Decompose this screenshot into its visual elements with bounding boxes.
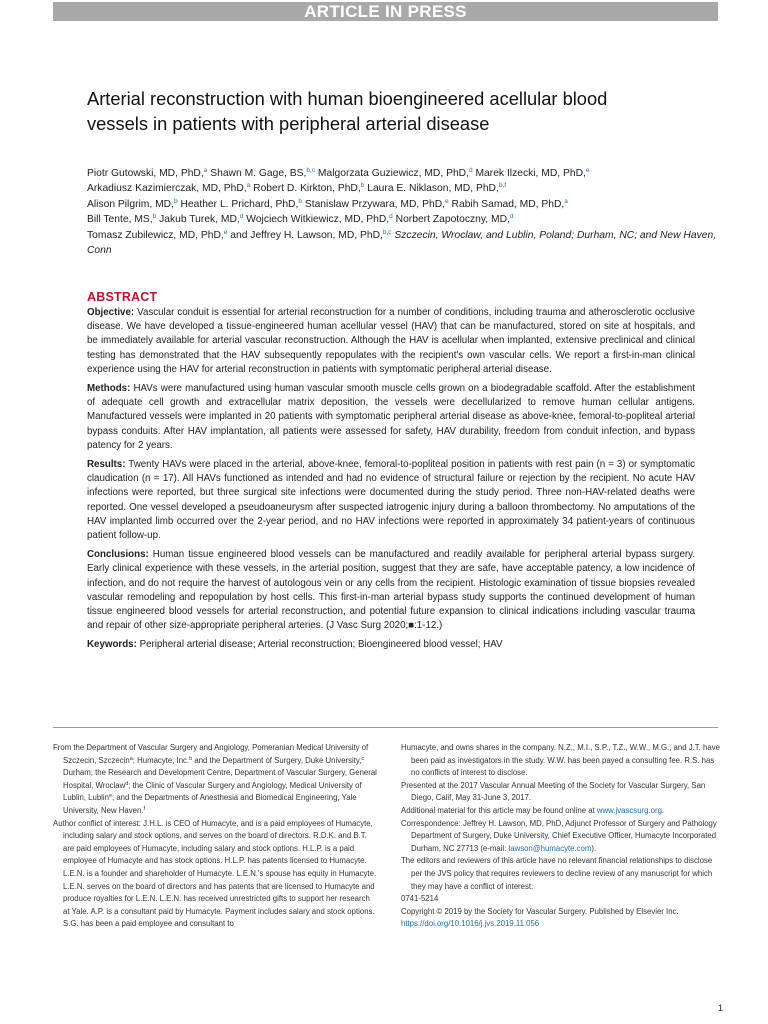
- correspondence-footnote: [401, 818, 723, 856]
- author-name: Tomasz Zubilewicz, MD, PhD,: [87, 229, 224, 241]
- footnotes-left-column: [53, 742, 378, 931]
- affiliation-marker: d: [468, 167, 473, 174]
- author-name: Marek Ilzecki, MD, PhD,: [472, 168, 586, 179]
- affiliation-marker: a: [246, 182, 251, 190]
- results-label: Results:: [87, 459, 126, 471]
- affiliations-footnote: [53, 742, 378, 818]
- keywords-label: Keywords:: [87, 639, 137, 651]
- conclusions-text: Human tissue engineered blood vessels can be manufactured and readily available for peripheral arterial bypass surgery. Early clinical experience with these vessels, in the arterial position, suggest that they are safe, have acceptable patency, a low incidence of infection, and do not require the harvest of autologous vein or any cells from the recipient. Histologic examination of tissue biopsies revealed vascular remodeling and repopulation by host cells. This first-in-man arterial bypass study supports the continued development of human tissue engineered blood vessels for arterial reconstruction, and potential future expansion to clinical indications including vascular trauma and repair of other size-appropriate peripheral arteries. (J Vasc Surg 2020;■:1-12.): [87, 549, 695, 632]
- correspondence-end: ).: [591, 843, 597, 853]
- author-name: Heather L. Prichard, PhD,: [177, 198, 299, 210]
- abstract-body: [87, 306, 695, 658]
- copyright: Copyright © 2019 by the Society for Vascular Surgery. Published by Elsevier Inc.: [401, 906, 679, 916]
- results-text: Twenty HAVs were placed in the arterial, above-knee, femoral-to-popliteal position in patients with rest pain (n = 3) or symptomatic claudication (n = 17). All HAVs functioned as intended and had no evidence of structural failure or rejection by the recipient. No acute HAV infections were reported, but three surgical site infections were documented during the study period. Three non-HAV-related deaths were reported. One vessel developed a pseudoaneurysm after suspected iatrogenic injury during a balloon thrombectomy. No amputations of the HAV implanted limb occurred over the 2-year period, and no HAV infections were reported in approximately 34 patient-years of continuous patient follow-up.: [87, 459, 695, 542]
- affiliation-marker: d: [239, 213, 244, 221]
- objective-label: Objective:: [87, 307, 135, 318]
- author-name: Piotr Gutowski, MD, PhD,: [87, 168, 204, 179]
- author-name: Laura E. Niklason, MD, PhD,: [364, 183, 499, 195]
- affiliation-text: From the Department of Vascular Surgery and Angiology, Pomeranian Medical University of Szczecin, Szczecin: [53, 743, 369, 765]
- additional-material-footnote: [401, 805, 723, 818]
- affiliation-marker: b: [189, 755, 193, 762]
- abstract-heading: ABSTRACT: [87, 290, 158, 304]
- affiliation-marker: d: [125, 780, 129, 787]
- affiliation-text: ; Humacyte, Inc.: [132, 755, 190, 765]
- affiliation-marker: c: [361, 755, 365, 762]
- affiliation-marker: b,f: [498, 182, 507, 190]
- author-name: Wojciech Witkiewicz, MD, PhD,: [243, 214, 390, 226]
- affiliation-marker: a: [203, 167, 208, 174]
- affiliation-marker: f: [143, 805, 145, 812]
- page-number: 1: [718, 1003, 724, 1013]
- affiliation-marker: a: [564, 197, 568, 205]
- affiliation-text: ; the Clinic of Vascular Surgery and Angiology, Medical University of Lublin, Lublin: [63, 780, 362, 803]
- results-paragraph: [87, 458, 695, 543]
- methods-label: Methods:: [87, 383, 131, 395]
- affiliation-text: ; and the Departments of Anesthesia and Biomedical Engineering, Yale University, New Haven.: [63, 793, 357, 815]
- author-name: Stanislaw Przywara, MD, PhD,: [301, 198, 446, 210]
- author-list: [87, 166, 723, 258]
- affiliation-marker: b: [173, 197, 178, 205]
- objective-paragraph: [87, 306, 695, 377]
- presented-footnote: Presented at the 2017 Vascular Annual Meeting of the Society for Vascular Surgery, San Diego, Calif, May 31-June 3, 2017.: [401, 780, 706, 803]
- author-name: Shawn M. Gage, BS,: [207, 168, 307, 179]
- author-name: Jakub Turek, MD,: [156, 214, 240, 226]
- affiliation-text: and the Department of Surgery, Duke University,: [192, 755, 362, 765]
- affiliation-marker: e: [445, 197, 449, 205]
- objective-text: Vascular conduit is essential for arterial reconstruction for a number of conditions, including trauma and atherosclerotic occlusive disease. We have developed a tissue-engineered human acellular vessel (HAV) that can be manufactured, stored on site at hospitals, and be immediately available for arterial vascular reconstruction. Although the HAV is acellular when implanted, extensive preclinical and clinical testing has demonstrated that the HAV subsequently repopulates with the recipient's own vascular cells. We report a first-in-man clinical experience using the HAV for arterial reconstruction in patients with symptomatic peripheral arterial disease.: [87, 307, 695, 375]
- conflict-of-interest-continued: Humacyte, and owns shares in the company. N.Z., M.I., S.P., T.Z., W.W., M.G., and J.T. have been paid as investigators in the study. W.W. has been payed a consulting fee. R.S. has no conflicts of interest to disclose.: [401, 743, 720, 778]
- affiliation-marker: b,c: [306, 167, 316, 174]
- author-name: Robert D. Kirkton, PhD,: [250, 183, 361, 195]
- affiliation-marker: d: [389, 213, 393, 221]
- affiliation-marker: e: [223, 228, 228, 236]
- author-name: Malgorzata Guziewicz, MD, PhD,: [315, 168, 469, 179]
- affiliation-marker: a: [129, 755, 133, 762]
- issn: 0741-5214: [401, 894, 439, 904]
- additional-end: .: [661, 805, 665, 815]
- author-name: Rabih Samad, MD, PhD,: [448, 198, 565, 210]
- article-in-press-banner: ARTICLE IN PRESS: [53, 2, 718, 21]
- doi-link[interactable]: https://doi.org/10.1016/j.jvs.2019.11.056: [401, 919, 540, 929]
- author-name: Arkadiusz Kazimierczak, MD, PhD,: [87, 183, 247, 195]
- author-name: Alison Pilgrim, MD,: [87, 198, 174, 210]
- author-name: and Jeffrey H. Lawson, MD, PhD,: [227, 229, 383, 241]
- doi-paragraph: [401, 918, 723, 931]
- article-title: Arterial reconstruction with human bioengineered acellular blood vessels in patients with peripheral arterial disease: [87, 88, 608, 134]
- footnotes-right-column: [401, 742, 723, 931]
- keywords-text: Peripheral arterial disease; Arterial reconstruction; Bioengineered blood vessel; HAV: [136, 639, 503, 651]
- footnote-divider: [53, 727, 718, 728]
- author-locations: Szczecin, Wroclaw, and Lublin, Poland; Durham, NC; and New Haven, Conn: [87, 229, 717, 257]
- keywords-paragraph: [87, 638, 695, 652]
- additional-text: Additional material for this article may be found online at: [401, 805, 597, 815]
- methods-paragraph: [87, 382, 695, 453]
- conclusions-paragraph: [87, 548, 695, 633]
- affiliation-marker: b: [152, 213, 157, 221]
- correspondence-email-link[interactable]: lawson@humacyte.com: [508, 843, 592, 853]
- journal-website-link[interactable]: www.jvascsurg.org: [596, 805, 662, 815]
- correspondence-text: Correspondence: Jeffrey H. Lawson, MD, PhD, Adjunct Professor of Surgery and Pathology Department of Surgery, Duke University, Chief Executive Officer, Humacyte Incorporated Durham, NC 27713 (e-mail:: [401, 818, 717, 853]
- affiliation-marker: b: [298, 197, 302, 205]
- methods-text: HAVs were manufactured using human vascular smooth muscle cells grown on a biodegradable scaffold. After the establishment of adequate cell growth and extracellular matrix deposition, the vessels were decellularized to remove human cellular antigens. Manufactured vessels were implanted in 20 patients with symptomatic peripheral arterial disease as above-knee, femoral-to-popliteal arterial bypass conduits. After HAV implantation, all patients were assessed for safety, HAV durability, freedom from conduit infection, and bypass patency for 2 years.: [87, 383, 695, 451]
- affiliation-marker: e: [108, 793, 113, 800]
- editors-disclosure-footnote: The editors and reviewers of this article have no relevant financial relationships to disclose per the JVS policy that requires reviewers to decline review of any manuscript for which they may have a conflict of interest.: [401, 856, 713, 891]
- affiliation-text: Durham; the Research and Development Centre, Department of Vascular Surgery, General Hospital, Wroclaw: [63, 768, 377, 790]
- author-name: Norbert Zapotoczny, MD,: [392, 214, 510, 226]
- affiliation-marker: e: [585, 167, 590, 174]
- affiliation-marker: b: [360, 182, 365, 190]
- conclusions-label: Conclusions:: [87, 549, 149, 561]
- author-name: Bill Tente, MS,: [87, 214, 153, 226]
- affiliation-marker: b,c: [382, 228, 392, 236]
- conflict-of-interest-footnote: Author conflict of interest: J.H.L. is CEO of Humacyte, and is a paid employees of Humacyte, including salary and stock options, and serves on the board of directors. R.D.K. and B.T. are paid employees of Humacyte, including salary and stock options. H.L.P. is a paid employee of Humacyte and has stock options. H.L.P. has patents licensed to Humacyte. L.E.N. is a founder and shareholder of Humacyte. L.E.N.'s spouse has equity in Humacyte. L.E.N. serves on the board of directors and has patents that are licensed to Humacyte and produce royalties for L.E.N. L.E.N. has received unrestricted gifts to support her research at Yale. A.P. is a consultant paid by Humacyte. Payment includes salary and stock options. S.G. has been a paid employee and consultant to: [53, 818, 377, 929]
- affiliation-marker: d: [509, 213, 514, 221]
